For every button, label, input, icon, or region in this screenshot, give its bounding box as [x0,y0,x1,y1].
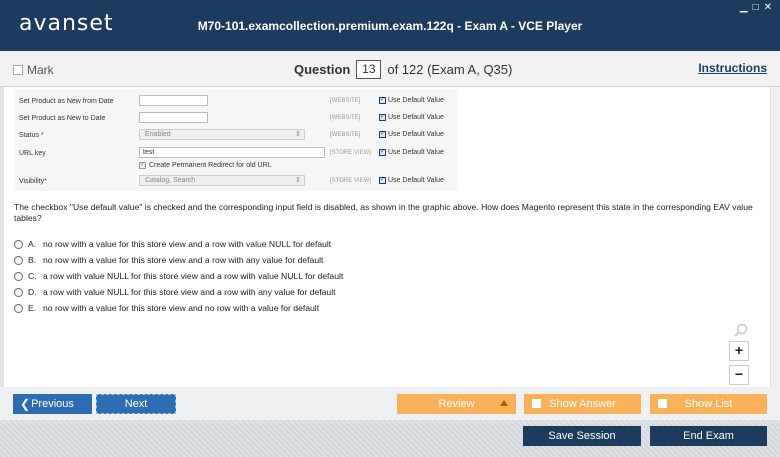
select-arrow-icon: ⇕ [295,131,301,138]
zoom-controls [729,323,751,385]
exhibit-label: URL key [19,150,46,157]
checkbox-icon[interactable] [13,65,23,75]
radio-button[interactable] [14,288,23,297]
exhibit-label-text: Status [19,132,39,139]
exhibit-row [15,175,457,189]
answer-options [14,236,343,316]
show-list-label: Show List [684,398,733,410]
checkbox-checked-icon: ✓ [380,177,386,183]
option-letter: C. [28,271,37,281]
instructions-link[interactable]: Instructions [698,61,767,75]
show-answer-label: Show Answer [549,398,616,410]
exhibit-select-value: Enabled [145,131,171,138]
question-label: Question [294,62,351,77]
exhibit-default [379,131,444,138]
question-text: The checkbox "Use default value" is checked and the corresponding input field is disabled, as shown in the graphic above. How does Magento represent this state in the corresponding EAV value tables? [14,202,753,223]
answer-option[interactable] [14,236,343,252]
chevron-left-icon: ❮ [20,397,31,411]
bottom-bar [0,420,780,457]
exhibit-default [379,97,444,104]
exhibit-row [15,147,457,161]
next-label: Next [124,398,148,410]
question-count: of 122 (Exam A, Q35) [387,62,513,77]
exhibit-date-input [139,112,208,123]
exhibit-default-label: Use Default Value [388,131,444,138]
exhibit-default [379,149,444,156]
minimize-icon[interactable]: ▁ [739,2,748,13]
required-marker: * [44,178,47,185]
checkbox-icon [532,399,541,408]
next-button[interactable] [96,394,176,414]
exhibit-row [15,95,457,109]
answer-option[interactable] [14,300,343,316]
exhibit-scope: [WEBSITE] [330,115,361,121]
exhibit-select [139,175,305,186]
exhibit-scope: [STORE VIEW] [330,178,371,184]
exhibit-label [19,132,44,139]
answer-option[interactable] [14,284,343,300]
checkbox-checked-icon: ✓ [380,114,386,120]
question-number-input[interactable]: 13 [356,60,381,79]
required-marker: * [40,132,44,139]
show-answer-button[interactable] [524,394,641,414]
close-icon[interactable]: ✕ [763,2,772,13]
exhibit-date-input [139,95,208,106]
previous-label: Previous [31,398,74,410]
app-logo: avanset [19,11,114,36]
title-bar [0,0,780,51]
mark-checkbox[interactable] [13,63,54,77]
mark-label: Mark [27,63,54,77]
option-letter: E. [28,303,37,313]
exhibit-row [15,112,457,126]
option-letter: B. [28,255,37,265]
checkbox-checked-icon: ✓ [380,97,386,103]
window-title: M70-101.examcollection.premium.exam.122q - Exam A - VCE Player [197,19,583,33]
exhibit-row [15,129,457,143]
show-list-button[interactable] [650,394,767,414]
review-label: Review [438,398,475,410]
exhibit-scope: [STORE VIEW] [330,150,371,156]
option-letter: A. [28,239,37,249]
exhibit-default-label: Use Default Value [388,177,444,184]
checkbox-checked-icon: ✓ [140,162,146,168]
option-text: no row with a value for this store view and a row with value NULL for default [43,239,332,249]
question-bar [0,51,780,87]
exhibit-select-value: Catalog, Search [145,177,196,184]
exhibit-default-label: Use Default Value [388,114,444,121]
option-letter: D. [28,287,37,297]
answer-option[interactable] [14,252,343,268]
option-text: a row with value NULL for this store view and a row with any value for default [43,287,336,297]
review-button[interactable] [397,394,516,414]
radio-button[interactable] [14,304,23,313]
previous-button[interactable] [13,394,92,414]
exhibit-redirect-label: Create Permanent Redirect for old URL [149,162,272,169]
exhibit-label-text: Visibility [19,178,45,185]
checkbox-checked-icon: ✓ [380,149,386,155]
zoom-out-button[interactable]: − [729,365,749,385]
exhibit-default [379,177,444,184]
radio-button[interactable] [14,256,23,265]
exhibit-label: Set Product as New to Date [19,115,106,122]
exhibit-default [379,114,444,121]
select-arrow-icon: ⇕ [295,177,301,184]
question-content [4,87,770,387]
scrollbar[interactable] [770,87,780,387]
question-navigator [294,60,512,79]
navigation-bar [0,387,780,420]
radio-button[interactable] [14,272,23,281]
zoom-in-button[interactable]: + [729,341,749,361]
exhibit-redirect [139,162,272,169]
caret-up-icon [500,400,508,406]
option-text: no row with a value for this store view and no row with a value for default [43,303,320,313]
option-text: no row with a value for this store view and a row with any value for default [43,255,324,265]
window-controls [740,2,772,13]
exhibit-label [19,178,47,185]
radio-button[interactable] [14,240,23,249]
exhibit-scope: [WEBSITE] [330,132,361,138]
exhibit-text-input: test [139,147,325,158]
exhibit-scope: [WEBSITE] [330,98,361,104]
question-exhibit [15,89,457,191]
maximize-icon[interactable]: □ [752,2,759,13]
save-session-button[interactable]: Save Session [523,426,641,446]
exhibit-default-label: Use Default Value [388,149,444,156]
end-exam-button[interactable]: End Exam [650,426,767,446]
exhibit-label: Set Product as New from Date [19,98,114,105]
exhibit-default-label: Use Default Value [388,97,444,104]
checkbox-checked-icon: ✓ [380,131,386,137]
magnifier-icon [734,323,748,337]
exhibit-select [139,129,305,140]
answer-option[interactable] [14,268,343,284]
checkbox-icon [658,399,667,408]
option-text: a row with value NULL for this store view and a row with value NULL for default [43,271,344,281]
